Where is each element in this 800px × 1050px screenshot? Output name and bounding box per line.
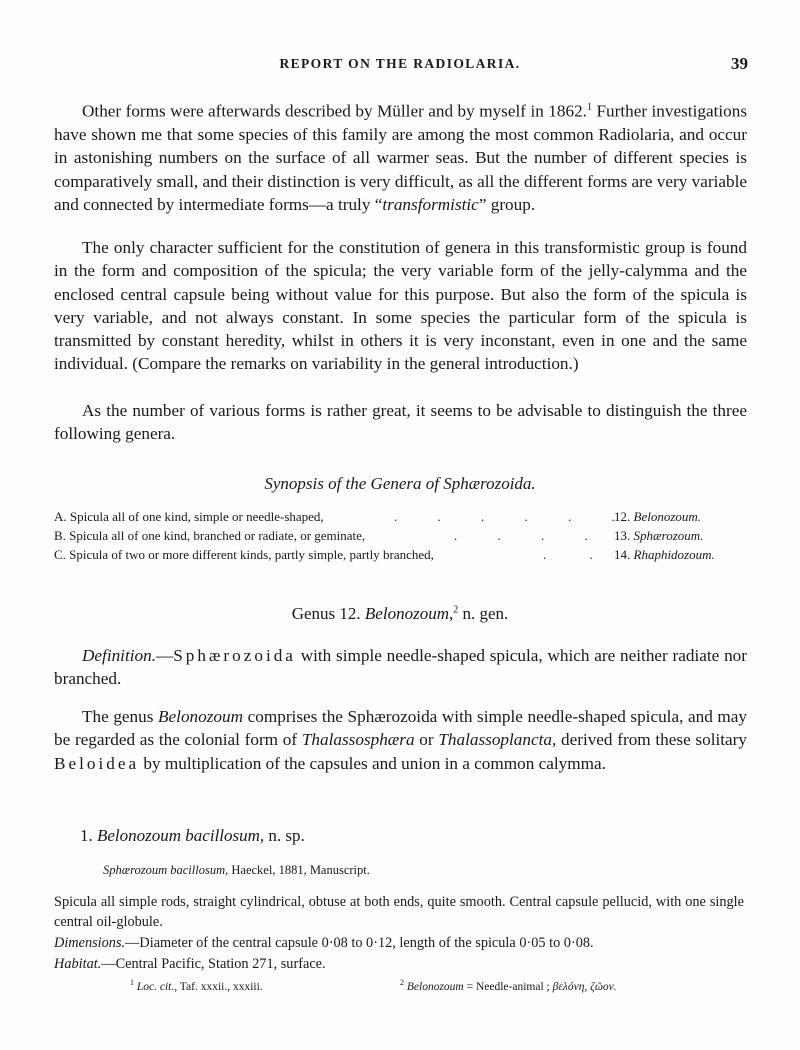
species-dimensions: Dimensions.—Diameter of the central capsule 0·08 to 0·12, length of the spicula 0·05 to 0·08. xyxy=(54,935,594,951)
species-habitat: Habitat.—Central Pacific, Station 271, surface. xyxy=(54,956,326,972)
footnote-ref-2[interactable]: 2 xyxy=(453,604,459,616)
synopsis-row-c: C. Spicula of two or more different kinds, partly simple, partly branched, . . 14. Rhaphidozoum. xyxy=(54,547,715,562)
synopsis-title: Synopsis of the Genera of Sphærozoida. xyxy=(264,474,536,493)
genus-description-paragraph: The genus Belonozoum comprises the Sphærozoida with simple needle-shaped spicula, and may be regarded as the colonial form of Thalassosphæra or Thalassoplancta, derived from these solitary Beloidea by multiplication of the capsules and union in a common calymma. xyxy=(54,707,747,773)
intro-paragraph-1: Other forms were afterwards described by Müller and by myself in 1862.$^1$ Further investigations have shown me that some species of this family are among the most common Radiolaria, and occur in astonishing numbers on the surface of all warmer seas. But the number of different species is comparatively small, and their distinction is very difficult, as all the different forms are very variable and connected by intermediate forms—a truly “transformistic” group. xyxy=(54,101,748,214)
genus-link-sphaerozoum[interactable]: Sphærozoum. xyxy=(633,528,704,543)
definition-paragraph: Definition.—Sphærozoida with simple needle-shaped spicula, which are neither radiate nor branched. xyxy=(54,646,747,689)
genus-heading: Genus 12. Belonozoum,$^2$ n. gen. xyxy=(291,604,509,623)
species-synonym: Sphærozoum bacillosum, Haeckel, 1881, Manuscript. xyxy=(103,863,370,877)
synopsis-row-b: B. Spicula all of one kind, branched or radiate, or geminate, . . . . 13. Sphærozoum. xyxy=(54,528,704,543)
species-description: Spicula all simple rods, straight cylindrical, obtuse at both ends, quite smooth. Central capsule pellucid, with one single central oil-globule. xyxy=(54,894,744,930)
species-heading: 1. Belonozoum bacillosum, n. sp. xyxy=(80,826,305,845)
genus-link-rhaphidozoum[interactable]: Rhaphidozoum. xyxy=(633,547,715,562)
intro-paragraph-2: The only character sufficient for the constitution of genera in this transformistic group is found in the form and composition of the spicula; the very variable form of the jelly-calymma and the enclosed central capsule being without value for this purpose. But also the form of the spicula is very variable, and not always constant. In some species the particular form of the spicula is transmitted by constant heredity, whilst in others it is very inconstant, even in one and the same individual. (Compare the remarks on variability in the general introduction.) xyxy=(54,238,747,374)
running-head xyxy=(0,52,800,76)
footnote-ref-1[interactable]: 1 xyxy=(586,102,592,113)
genus-link-belonozoum[interactable]: Belonozoum. xyxy=(633,509,702,524)
footnote-1: $^1$ Loc. cit., Taf. xxxii., xxxiii. xyxy=(130,978,263,993)
page-number: 39 xyxy=(731,54,748,73)
footnote-2: $^2$ Belonozoum = Needle-animal ; βελόνη, ζῶον. xyxy=(400,978,617,993)
definition-label: Definition. xyxy=(82,646,156,665)
running-title: REPORT ON THE RADIOLARIA. xyxy=(279,56,521,71)
synopsis-row-a: A. Spicula all of one kind, simple or needle-shaped, . . . . . . 12. Belonozoum. xyxy=(54,509,702,524)
intro-paragraph-3: As the number of various forms is rather great, it seems to be advisable to distinguish the three following genera. xyxy=(54,401,747,444)
